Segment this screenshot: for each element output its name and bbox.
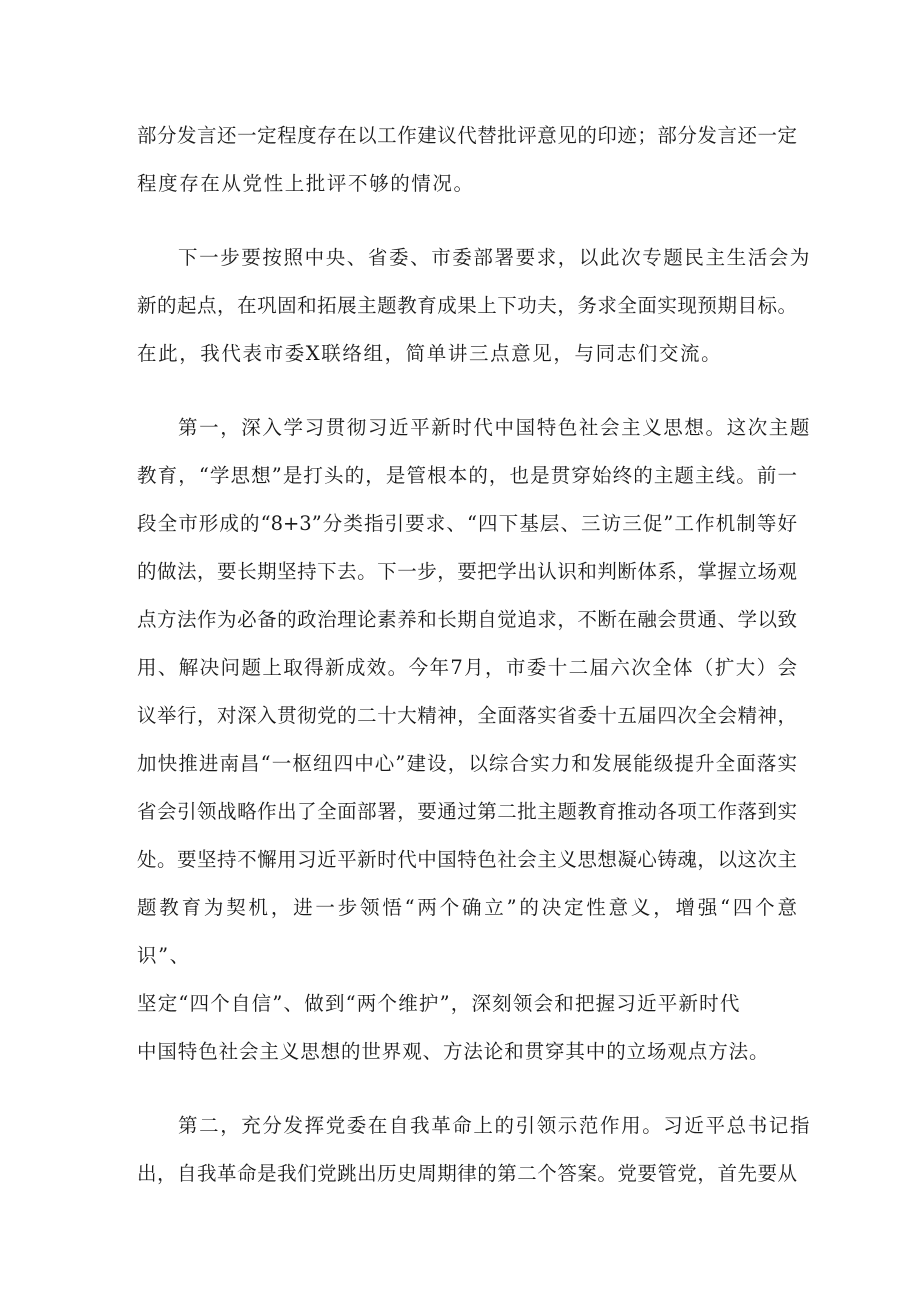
text-line-12: 议举行，对深入贯彻党的二十大精神，全面落实省委十五届四次全会精神， xyxy=(137,704,797,727)
text-line-5: 在此，我代表市委X联络组，简单讲三点意见，与同志们交流。 xyxy=(137,342,723,365)
text-line-1: 部分发言还一定程度存在以工作建议代替批评意见的印迹；部分发言还一定 xyxy=(137,124,797,147)
text-line-19: 中国特色社会主义思想的世界观、方法论和贯穿其中的立场观点方法。 xyxy=(137,1040,770,1063)
text-line-16: 题教育为契机，进一步领悟“两个确立”的决定性意义，增强“四个意 xyxy=(137,896,797,919)
text-line-7: 教育，“学思想”是打头的，是管根本的，也是贯穿始终的主题主线。前一 xyxy=(137,464,797,487)
text-line-18: 坚定“四个自信”、做到“两个维护”，深刻领会和把握习近平新时代 xyxy=(137,992,741,1015)
text-line-15: 处。要坚持不懈用习近平新时代中国特色社会主义思想凝心铸魂，以这次主 xyxy=(137,848,797,871)
text-line-9: 的做法，要长期坚持下去。下一步，要把学出认识和判断体系，掌握立场观 xyxy=(137,560,797,583)
text-line-17: 识”、 xyxy=(137,944,191,967)
text-line-21: 出，自我革命是我们党跳出历史周期律的第二个答案。党要管党，首先要从 xyxy=(137,1162,797,1185)
text-line-6: 第一，深入学习贯彻习近平新时代中国特色社会主义思想。这次主题 xyxy=(178,416,812,439)
text-line-20: 第二，充分发挥党委在自我革命上的引领示范作用。习近平总书记指 xyxy=(178,1114,812,1137)
text-line-3: 下一步要按照中央、省委、市委部署要求，以此次专题民主生活会为 xyxy=(178,246,812,269)
text-line-13: 加快推进南昌“一枢纽四中心”建设，以综合实力和发展能级提升全面落实 xyxy=(137,752,797,775)
text-line-11: 用、解决问题上取得新成效。今年7月，市委十二届六次全体（扩大）会 xyxy=(137,656,797,679)
text-line-14: 省会引领战略作出了全面部署，要通过第二批主题教育推动各项工作落到实 xyxy=(137,800,797,823)
text-line-2: 程度存在从党性上批评不够的情况。 xyxy=(137,172,475,195)
text-line-4: 新的起点，在巩固和拓展主题教育成果上下功夫，务求全面实现预期目标。 xyxy=(137,294,797,317)
text-line-8: 段全市形成的“8+3”分类指引要求、“四下基层、三访三促”工作机制等好 xyxy=(137,512,797,535)
text-line-10: 点方法作为必备的政治理论素养和长期自觉追求，不断在融会贯通、学以致 xyxy=(137,608,797,631)
